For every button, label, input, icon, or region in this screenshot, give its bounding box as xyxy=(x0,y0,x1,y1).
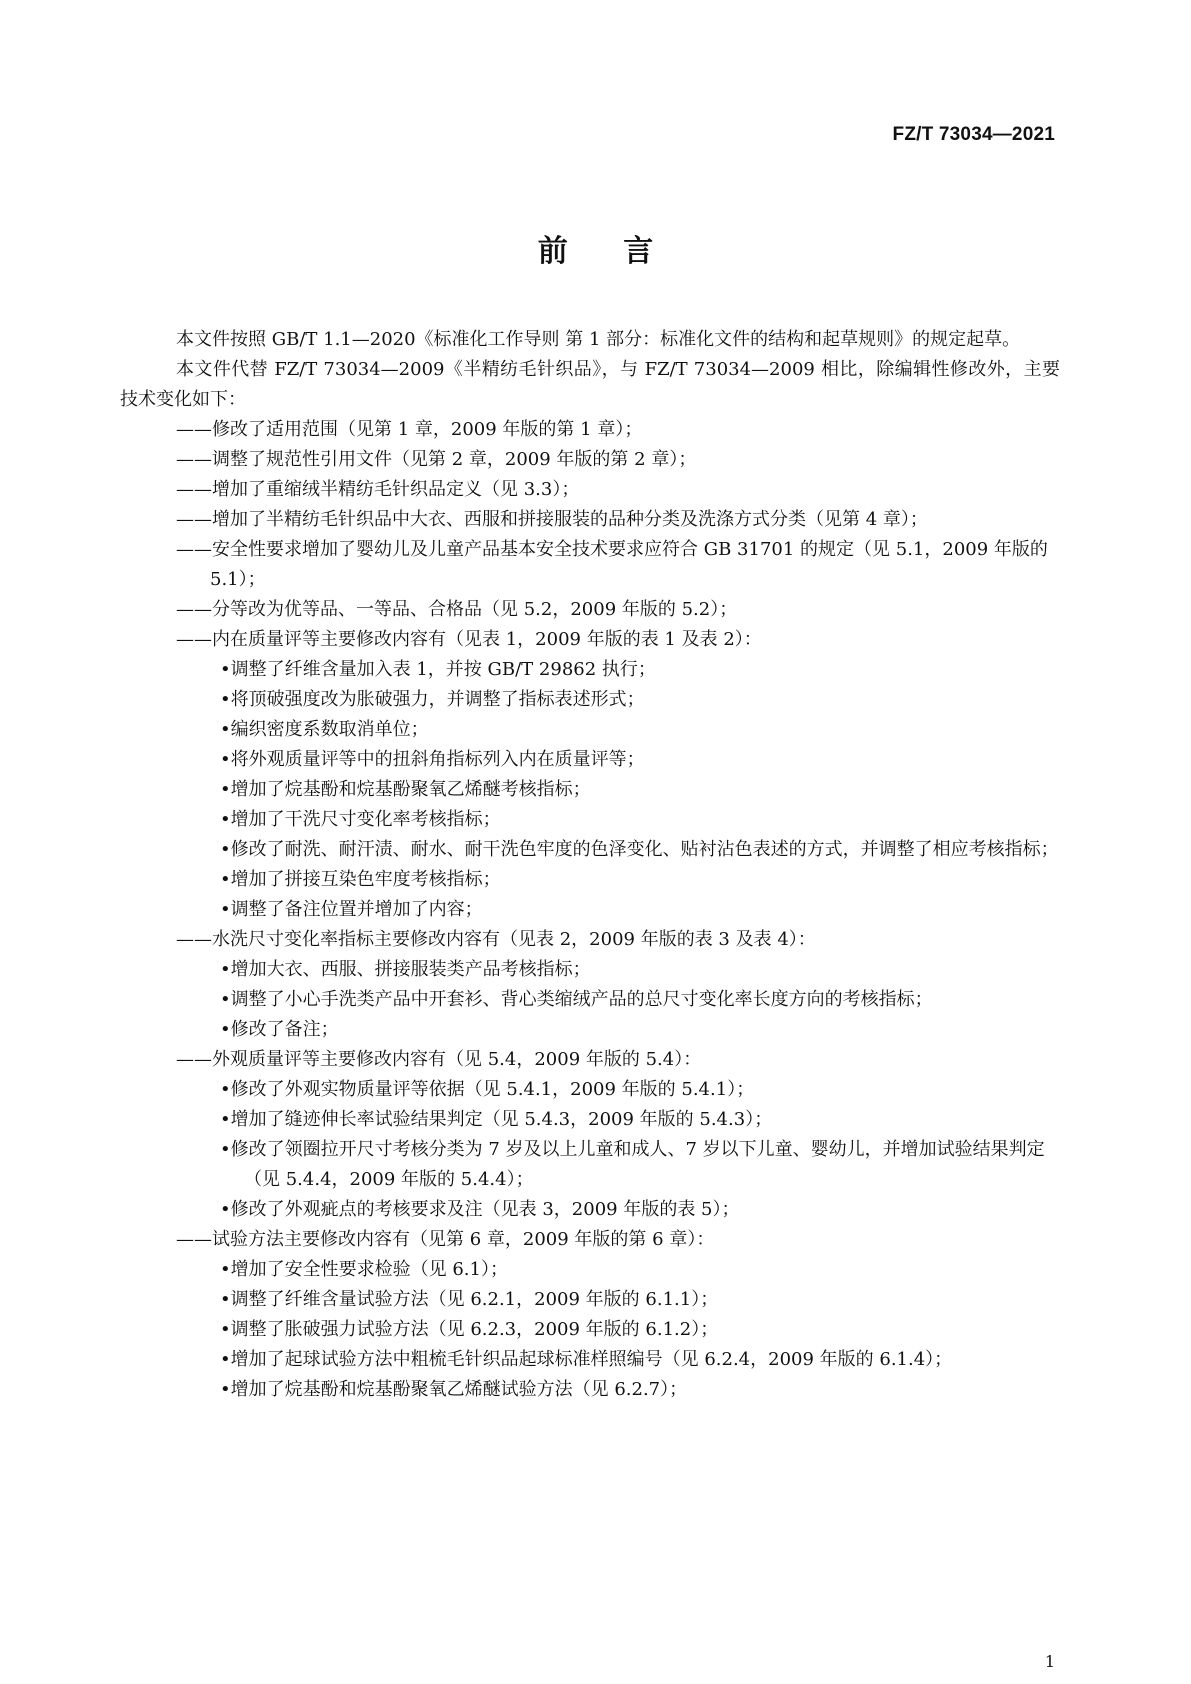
sub-list-item: •增加了拼接互染色牢度考核指标； xyxy=(220,869,501,890)
sub-list-item: •将顶破强度改为胀破强力，并调整了指标表述形式； xyxy=(220,689,645,710)
sub-list-item: •修改了耐洗、耐汗渍、耐水、耐干洗色牢度的色泽变化、贴衬沾色表述的方式，并调整了相应考核指标； xyxy=(220,839,1059,860)
sub-list-item: •增加了安全性要求检验（见 6.1）； xyxy=(220,1259,508,1280)
list-item: ——试验方法主要修改内容有（见第 6 章，2009 年版的第 6 章）： xyxy=(176,1229,715,1250)
sub-list-item: •修改了领圈拉开尺寸考核分类为 7 岁及以上儿童和成人、7 岁以下儿童、婴幼儿，并增加试验结果判定（见 5.4.4，2009 年版的 5.4.4）； xyxy=(220,1139,1045,1190)
list-item: ——分等改为优等品、一等品、合格品（见 5.2，2009 年版的 5.2）； xyxy=(176,599,738,620)
sub-list-item: •修改了备注； xyxy=(220,1019,339,1040)
sub-list-item: •调整了备注位置并增加了内容； xyxy=(220,899,483,920)
list-item: ——安全性要求增加了婴幼儿及儿童产品基本安全技术要求应符合 GB 31701 的规定（见 5.1，2009 年版的 5.1）； xyxy=(176,539,1048,590)
sub-list-item: •编织密度系数取消单位； xyxy=(220,719,429,740)
page-title: 前 言 xyxy=(537,234,654,269)
paragraph: 本文件代替 FZ/T 73034—2009《半精纺毛针织品》，与 FZ/T 73034—2009 相比，除编辑性修改外，主要技术变化如下： xyxy=(120,359,1060,410)
list-item: ——增加了半精纺毛针织品中大衣、西服和拼接服装的品种分类及洗涤方式分类（见第 4 章）； xyxy=(176,509,928,530)
sub-list-item: •增加了烷基酚和烷基酚聚氧乙烯醚考核指标； xyxy=(220,779,591,800)
list-item: ——修改了适用范围（见第 1 章，2009 年版的第 1 章）； xyxy=(176,419,643,440)
sub-list-item: •修改了外观实物质量评等依据（见 5.4.1，2009 年版的 5.4.1）； xyxy=(220,1079,755,1100)
sub-list-item: •增加了烷基酚和烷基酚聚氧乙烯醚试验方法（见 6.2.7）； xyxy=(220,1379,688,1400)
list-item: ——调整了规范性引用文件（见第 2 章，2009 年版的第 2 章）； xyxy=(176,449,697,470)
sub-list-item: •调整了胀破强力试验方法（见 6.2.3，2009 年版的 6.1.2）； xyxy=(220,1319,719,1340)
list-item: ——增加了重缩绒半精纺毛针织品定义（见 3.3）； xyxy=(176,479,580,500)
sub-list-item: •增加了干洗尺寸变化率考核指标； xyxy=(220,809,501,830)
document-body xyxy=(120,325,1060,1405)
sub-list-item: •调整了纤维含量试验方法（见 6.2.1，2009 年版的 6.1.1）； xyxy=(220,1289,719,1310)
list-item: ——水洗尺寸变化率指标主要修改内容有（见表 2，2009 年版的表 3 及表 4）： xyxy=(176,929,816,950)
sub-list-item: •将外观质量评等中的扭斜角指标列入内在质量评等； xyxy=(220,749,645,770)
sub-list-item: •调整了小心手洗类产品中开套衫、背心类缩绒产品的总尺寸变化率长度方向的考核指标； xyxy=(220,989,933,1010)
standard-code: FZ/T 73034—2021 xyxy=(892,124,1055,145)
list-item: ——内在质量评等主要修改内容有（见表 1，2009 年版的表 1 及表 2）： xyxy=(176,629,762,650)
sub-list-item: •调整了纤维含量加入表 1，并按 GB/T 29862 执行； xyxy=(220,659,656,680)
sub-list-item: •修改了外观疵点的考核要求及注（见表 3，2009 年版的表 5）； xyxy=(220,1199,740,1220)
list-item: ——外观质量评等主要修改内容有（见 5.4，2009 年版的 5.4）： xyxy=(176,1049,702,1070)
sub-list-item: •增加了起球试验方法中粗梳毛针织品起球标准样照编号（见 6.2.4，2009 年版的 6.1.4）； xyxy=(220,1349,953,1370)
page-number: 1 xyxy=(1044,1652,1055,1671)
sub-list-item: •增加了缝迹伸长率试验结果判定（见 5.4.3，2009 年版的 5.4.3）； xyxy=(220,1109,773,1130)
paragraph: 本文件按照 GB/T 1.1—2020《标准化工作导则 第 1 部分：标准化文件的结构和起草规则》的规定起草。 xyxy=(176,329,1021,350)
sub-list-item: •增加大衣、西服、拼接服装类产品考核指标； xyxy=(220,959,591,980)
